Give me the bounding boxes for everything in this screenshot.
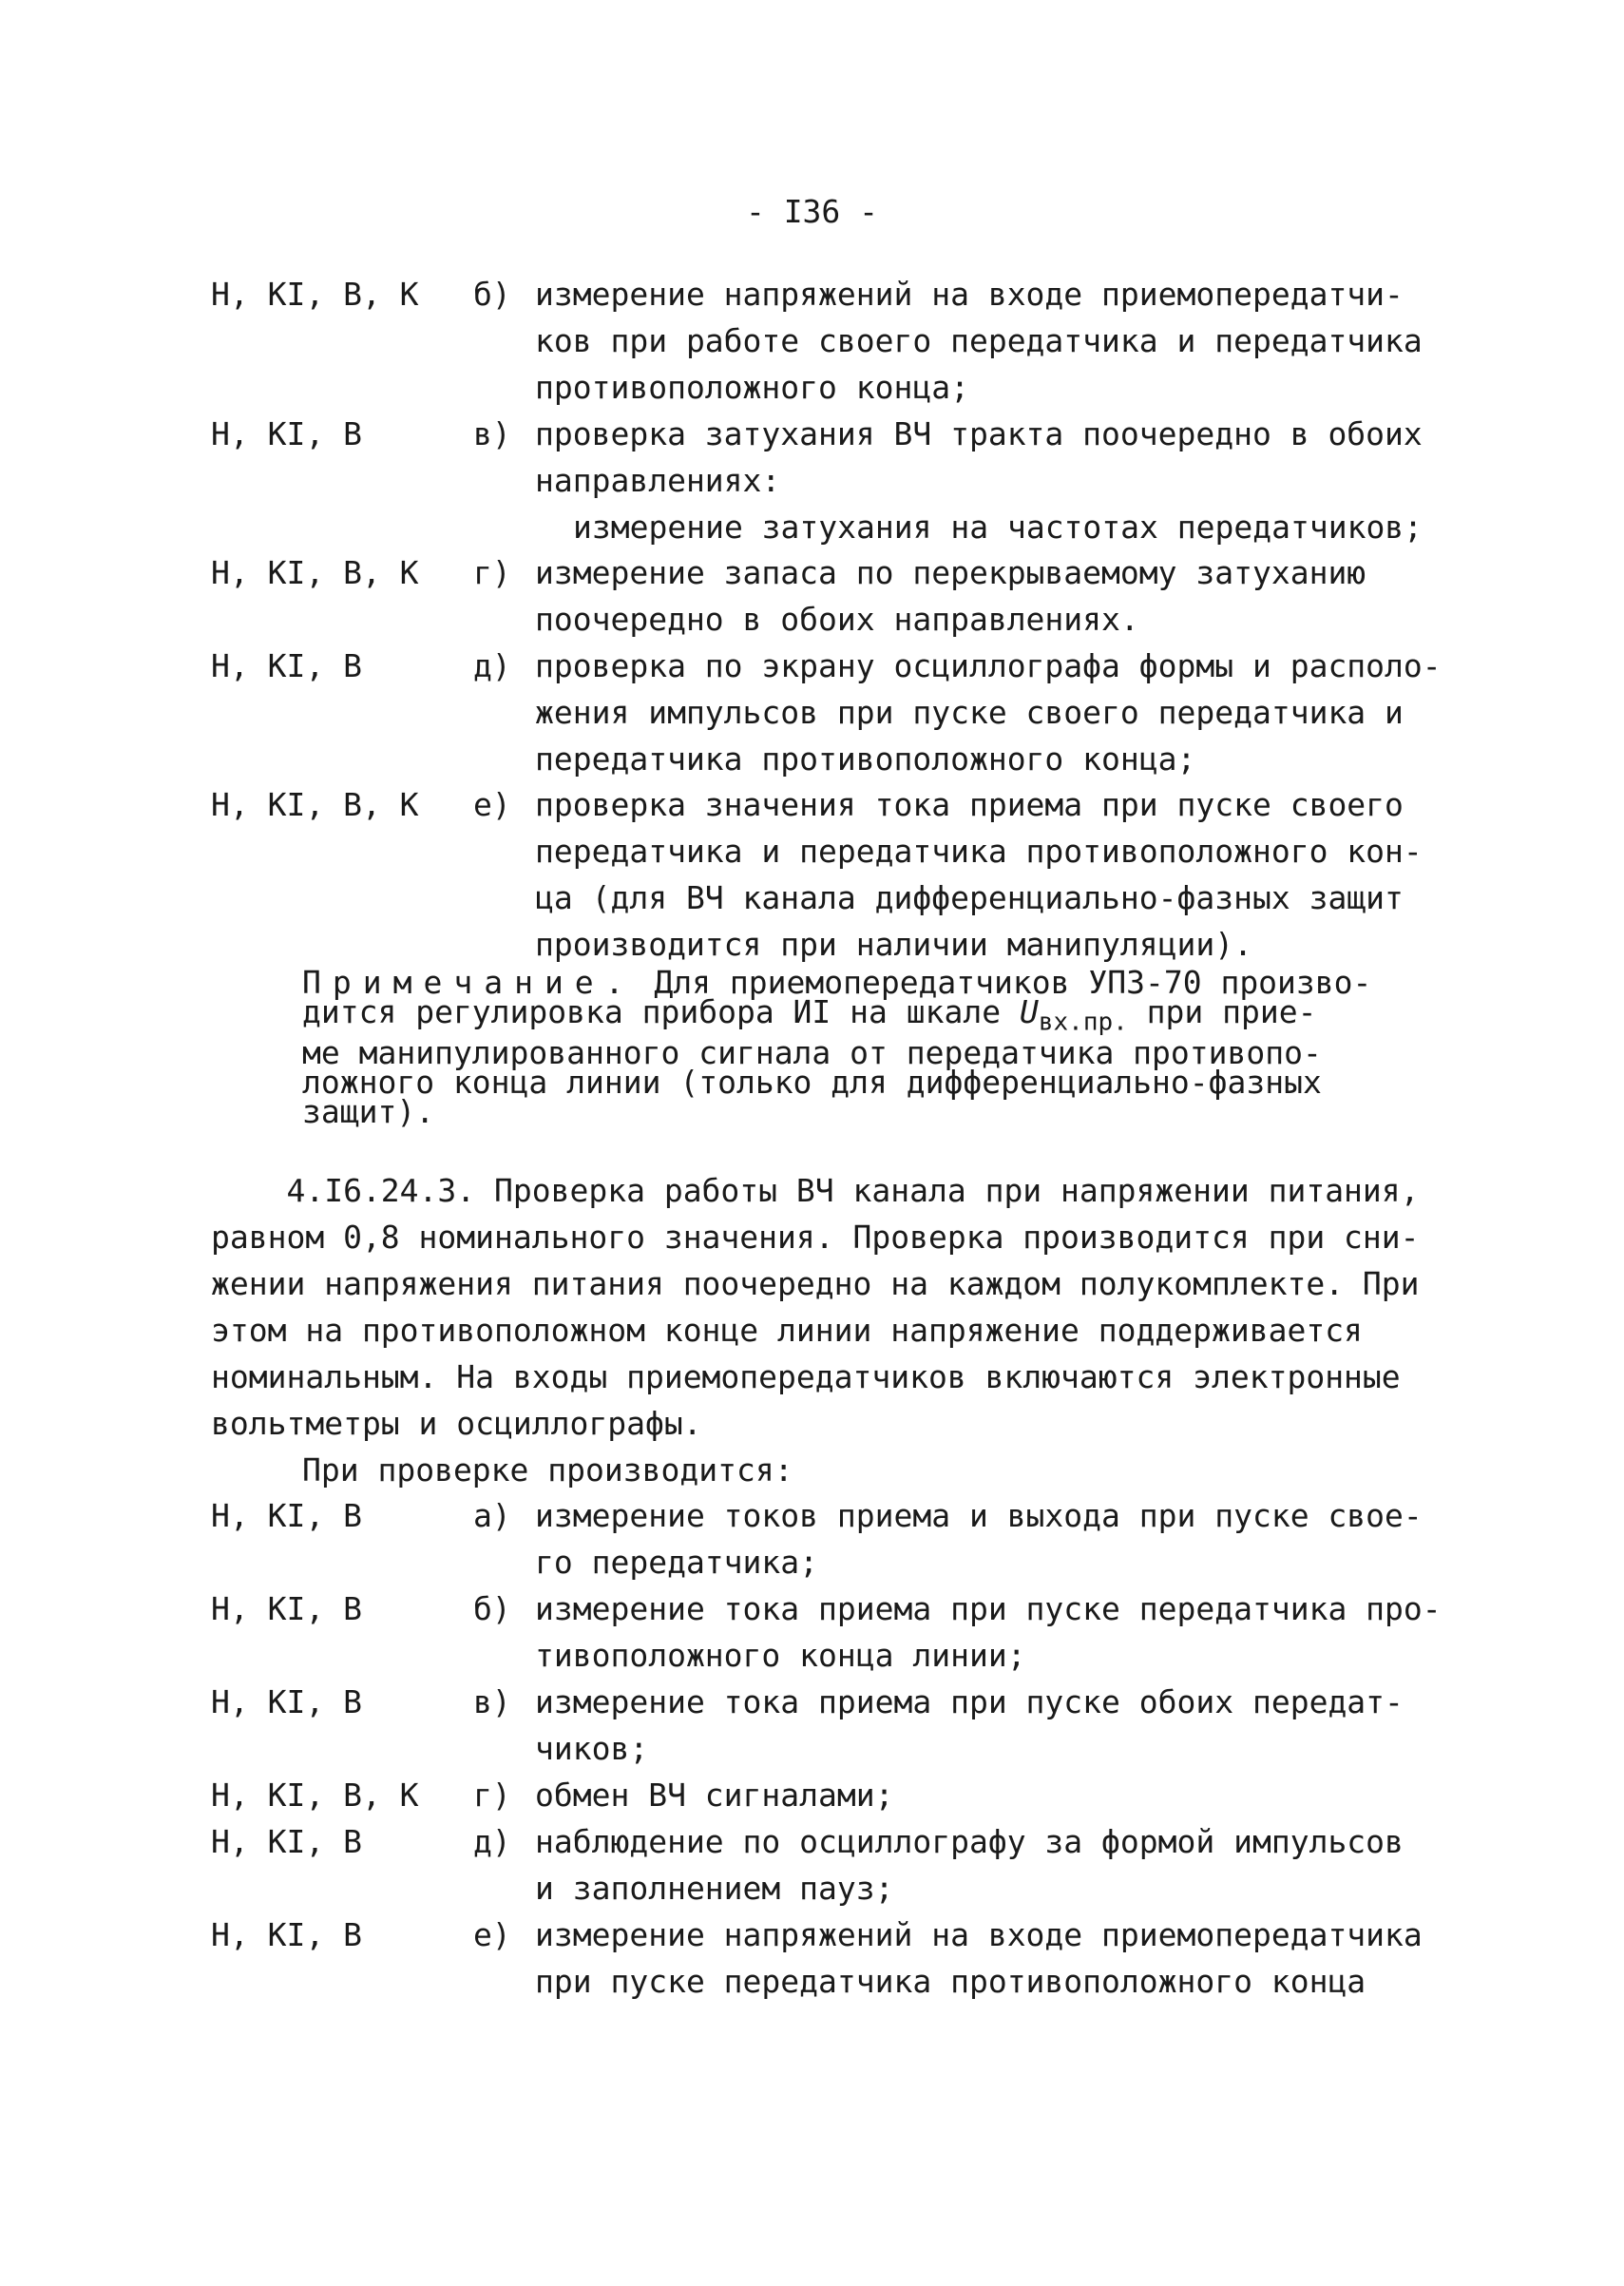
text-line: проверка по экрану осциллографа формы и располо- [535, 647, 1442, 684]
paragraph-line: жении напряжения питания поочередно на каждом полукомплекте. При [211, 1265, 1420, 1302]
note-symbol: U [1019, 993, 1039, 1030]
text-line: ков при работе своего передатчика и передатчика [535, 322, 1423, 359]
note-line: ложного конца линии (только для дифференциально-фазных [302, 1063, 1322, 1101]
item-text [535, 1679, 1485, 1772]
text-line: измерение запаса по перекрываемому затуханию [535, 554, 1366, 591]
item-text [535, 1492, 1485, 1585]
item-codes: Н, КI, В [211, 1683, 362, 1720]
note-line: защит). [302, 1092, 435, 1130]
item-letter: д) [473, 647, 511, 684]
text-line: при пуске передатчика противоположного конца [535, 1963, 1366, 2000]
text-line: измерение напряжений на входе приемопередатчи- [535, 276, 1404, 313]
item-text [535, 781, 1485, 968]
text-line: обмен ВЧ сигналами; [535, 1777, 894, 1814]
text-line: измерение напряжений на входе приемопередатчика [535, 1916, 1423, 1953]
item-codes: Н, КI, В [211, 1823, 362, 1860]
note-label: Примечание. [302, 964, 636, 1001]
item-letter: а) [473, 1497, 511, 1534]
item-codes: Н, КI, В [211, 1590, 362, 1627]
text-line: ца (для ВЧ канала дифференциально-фазных защит [535, 879, 1404, 916]
item-text [535, 549, 1485, 643]
item-codes: Н, КI, В, К [211, 554, 419, 591]
item-text [535, 1911, 1485, 2005]
text-line: поочередно в обоих направлениях. [535, 601, 1139, 638]
item-codes: Н, КI, В [211, 647, 362, 684]
indented-line: измерение затухания на частотах передатчиков; [573, 509, 1423, 546]
page-number: - I36 - [745, 193, 879, 230]
item-letter: в) [473, 415, 511, 452]
item-letter: б) [473, 1590, 511, 1627]
paragraph [211, 1167, 1446, 1447]
item-letter: д) [473, 1823, 511, 1860]
item-text [535, 271, 1485, 411]
text-line: проверка затухания ВЧ тракта поочередно в обоих [535, 415, 1423, 452]
note-block [302, 964, 1462, 1130]
item-letter: г) [473, 554, 511, 591]
note-text: при прие- [1127, 993, 1317, 1030]
text-line: передатчика противоположного конца; [535, 740, 1196, 778]
text-line: и заполнением пауз; [535, 1870, 894, 1907]
paragraph-line: 4.I6.24.3. Проверка работы ВЧ канала при напряжении питания, [211, 1172, 1420, 1209]
paragraph-line: номинальным. На входы приемопередатчиков включаются электронные [211, 1358, 1401, 1395]
paragraph-line: равном 0,8 номинального значения. Проверка производится при сни- [211, 1219, 1420, 1256]
lead-in: При проверке производится: [302, 1451, 793, 1489]
text-line: жения импульсов при пуске своего передатчика и [535, 694, 1404, 731]
paragraph-line: этом на противоположном конце линии напряжение поддерживается [211, 1312, 1363, 1349]
item-codes: Н, КI, В [211, 1497, 362, 1534]
item-letter: е) [473, 1916, 511, 1953]
text-line: передатчика и передатчика противоположного кон- [535, 833, 1423, 870]
item-text [535, 1772, 1485, 1818]
item-letter: г) [473, 1777, 511, 1814]
item-codes: Н, КI, В, К [211, 276, 419, 313]
text-line: чиков; [535, 1730, 649, 1767]
text-line: проверка значения тока приема при пуске своего [535, 786, 1404, 823]
note-subscript: вх.пр. [1038, 1008, 1128, 1037]
item-text [535, 643, 1485, 782]
item-text [535, 411, 1485, 504]
item-text [535, 1585, 1485, 1679]
item-letter: в) [473, 1683, 511, 1720]
item-letter: б) [473, 276, 511, 313]
note-text: дится регулировка прибора ИI на шкале [302, 993, 1020, 1030]
item-codes: Н, КI, В, К [211, 786, 419, 823]
text-line: измерение тока приема при пуске обоих передат- [535, 1683, 1404, 1720]
text-line: направлениях: [535, 462, 781, 499]
text-line: тивоположного конца линии; [535, 1637, 1026, 1674]
paragraph-line: вольтметры и осциллографы. [211, 1405, 702, 1442]
item-letter: е) [473, 786, 511, 823]
note-line: ме манипулированного сигнала от передатчика противопо- [302, 1033, 1322, 1071]
text-line: го передатчика; [535, 1544, 819, 1581]
text-line: измерение тока приема при пуске передатчика про- [535, 1590, 1442, 1627]
note-text: Для приемопередатчиков УПЗ-70 произво- [635, 964, 1372, 1001]
text-line: измерение токов приема и выхода при пуске свое- [535, 1497, 1423, 1534]
text-line: наблюдение по осциллографу за формой импульсов [535, 1823, 1404, 1860]
text-line: противоположного конца; [535, 369, 969, 406]
item-codes: Н, КI, В [211, 415, 362, 452]
item-codes: Н, КI, В [211, 1916, 362, 1953]
item-text [535, 1818, 1485, 1911]
item-codes: Н, КI, В, К [211, 1777, 419, 1814]
note-line [302, 993, 1462, 1038]
text-line: производится при наличии манипуляции). [535, 926, 1252, 963]
